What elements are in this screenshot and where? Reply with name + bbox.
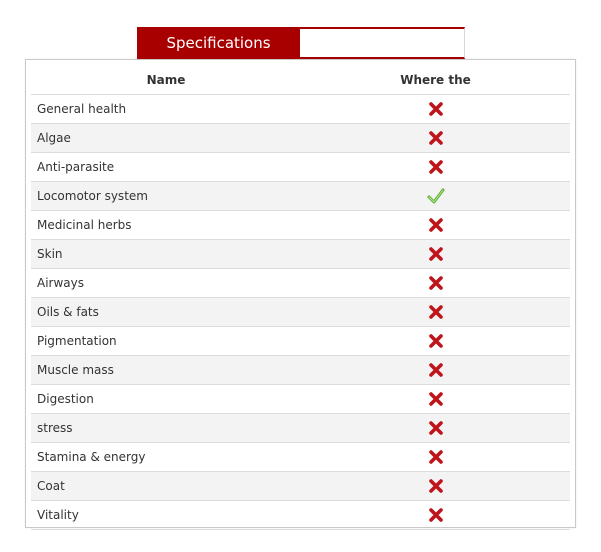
row-name: stress — [37, 421, 73, 435]
cross-icon — [301, 420, 570, 436]
table-row — [31, 95, 570, 124]
cross-icon — [301, 275, 570, 291]
cross-icon — [301, 217, 570, 233]
table-row — [31, 472, 570, 501]
specifications-table — [31, 65, 570, 530]
table-row — [31, 124, 570, 153]
table-row — [31, 443, 570, 472]
cross-icon — [301, 333, 570, 349]
row-name: Oils & fats — [37, 305, 99, 319]
tab-specifications-label: Specifications — [166, 34, 271, 52]
table-row — [31, 327, 570, 356]
row-name: Stamina & energy — [37, 450, 146, 464]
row-name: Digestion — [37, 392, 94, 406]
check-icon — [301, 188, 570, 204]
cross-icon — [301, 130, 570, 146]
row-name: Vitality — [37, 508, 79, 522]
table-body — [31, 95, 570, 530]
tab-second[interactable] — [300, 27, 465, 59]
tab-bar — [137, 27, 465, 59]
row-name: Skin — [37, 247, 63, 261]
cross-icon — [301, 101, 570, 117]
column-header-name: Name — [146, 72, 186, 87]
table-row — [31, 269, 570, 298]
specifications-panel — [25, 59, 576, 528]
row-name: Pigmentation — [37, 334, 117, 348]
row-name: Algae — [37, 131, 71, 145]
table-row — [31, 298, 570, 327]
row-name: Muscle mass — [37, 363, 114, 377]
row-name: Locomotor system — [37, 189, 148, 203]
cross-icon — [301, 478, 570, 494]
table-row — [31, 414, 570, 443]
table-row — [31, 385, 570, 414]
table-row — [31, 356, 570, 385]
cross-icon — [301, 507, 570, 523]
row-name: General health — [37, 102, 127, 116]
tab-specifications[interactable] — [137, 27, 300, 59]
row-name: Coat — [37, 479, 65, 493]
cross-icon — [301, 246, 570, 262]
cross-icon — [301, 391, 570, 407]
row-name: Airways — [37, 276, 84, 290]
cross-icon — [301, 449, 570, 465]
column-header-where: Where the — [400, 72, 471, 87]
row-name: Medicinal herbs — [37, 218, 132, 232]
cross-icon — [301, 304, 570, 320]
table-row — [31, 211, 570, 240]
table-row — [31, 501, 570, 530]
table-row — [31, 182, 570, 211]
row-name: Anti-parasite — [37, 160, 115, 174]
cross-icon — [301, 362, 570, 378]
table-header — [31, 65, 570, 95]
table-row — [31, 240, 570, 269]
cross-icon — [301, 159, 570, 175]
table-row — [31, 153, 570, 182]
